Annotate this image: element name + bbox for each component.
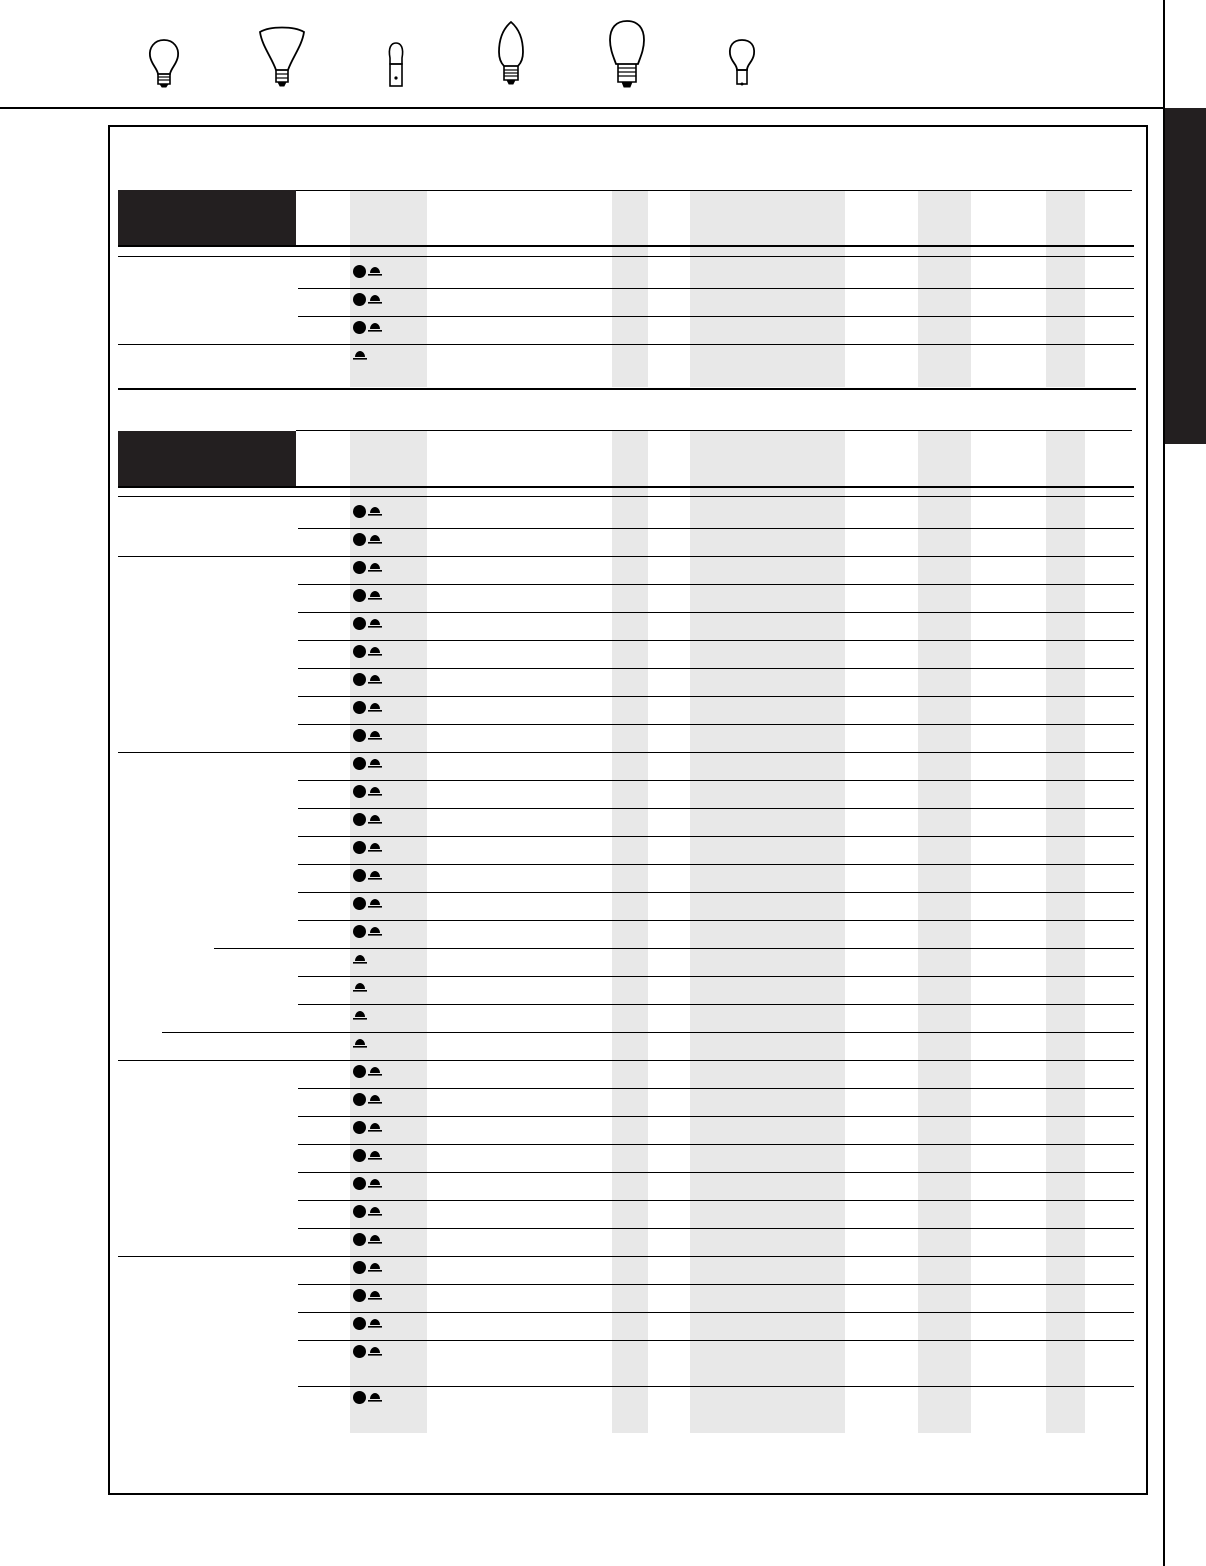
filled-circle-icon xyxy=(353,505,366,518)
lamp-icon xyxy=(368,870,382,880)
filled-circle-icon xyxy=(353,785,366,798)
row-marker xyxy=(353,1176,382,1190)
row-rule xyxy=(298,612,1134,613)
row-marker xyxy=(353,320,382,334)
table-2-header-bottom-rule xyxy=(118,486,1134,488)
lamp-icon xyxy=(368,1066,382,1076)
row-marker xyxy=(353,756,382,770)
row-rule xyxy=(298,1172,1134,1173)
lamp-icon xyxy=(368,618,382,628)
lamp-icon xyxy=(368,534,382,544)
filled-circle-icon xyxy=(353,757,366,770)
table-1-bottom-rule xyxy=(118,388,1136,390)
row-rule xyxy=(298,640,1134,641)
filled-circle-icon xyxy=(353,533,366,546)
lamp-icon xyxy=(368,674,382,684)
filled-circle-icon xyxy=(353,1289,366,1302)
side-section-tab xyxy=(1165,108,1206,444)
row-rule xyxy=(298,1312,1134,1313)
lamp-icon xyxy=(368,1318,382,1328)
lamp-icon xyxy=(368,1178,382,1188)
sign-bulb-icon xyxy=(606,18,648,92)
row-rule xyxy=(298,1386,1134,1387)
filled-circle-icon xyxy=(353,1177,366,1190)
lamp-icon xyxy=(368,1122,382,1132)
row-marker xyxy=(353,1390,382,1404)
globe-bayonet-bulb-icon xyxy=(725,18,759,90)
lamp-icon xyxy=(368,1392,382,1402)
tubular-bulb-icon xyxy=(384,18,408,90)
filled-circle-icon xyxy=(353,589,366,602)
table-2-header-top-rule xyxy=(296,430,1132,431)
group-rule xyxy=(118,1256,1134,1257)
lamp-icon xyxy=(368,814,382,824)
table-1-header-block xyxy=(118,190,296,246)
filled-circle-icon xyxy=(353,561,366,574)
filled-circle-icon xyxy=(353,1093,366,1106)
row-rule xyxy=(298,1228,1134,1229)
subgroup-rule xyxy=(214,948,1134,949)
row-marker xyxy=(353,952,367,966)
row-rule xyxy=(298,1200,1134,1201)
row-rule xyxy=(298,1004,1134,1005)
lamp-icon xyxy=(368,1346,382,1356)
shaded-column xyxy=(918,431,971,1433)
table-2-header-block xyxy=(118,431,296,487)
filled-circle-icon xyxy=(353,869,366,882)
row-rule xyxy=(298,668,1134,669)
row-marker xyxy=(353,1204,382,1218)
filled-circle-icon xyxy=(353,293,366,306)
group-rule xyxy=(118,1060,1134,1061)
filled-circle-icon xyxy=(353,701,366,714)
shaded-column xyxy=(918,191,971,387)
lamp-icon xyxy=(368,1150,382,1160)
filled-circle-icon xyxy=(353,1261,366,1274)
row-rule xyxy=(298,808,1134,809)
filled-circle-icon xyxy=(353,1345,366,1358)
row-marker xyxy=(353,292,382,306)
lamp-icon xyxy=(353,1038,367,1048)
group-rule xyxy=(118,256,1134,257)
lamp-icon xyxy=(368,758,382,768)
shaded-column xyxy=(690,431,845,1433)
row-marker xyxy=(353,840,382,854)
lamp-icon xyxy=(368,322,382,332)
shaded-column xyxy=(612,431,648,1433)
lamp-icon xyxy=(368,786,382,796)
lamp-icon xyxy=(368,1234,382,1244)
row-marker xyxy=(353,1148,382,1162)
lamp-icon xyxy=(368,506,382,516)
group-rule xyxy=(118,496,1134,497)
group-rule xyxy=(118,344,1134,345)
lamp-icon xyxy=(368,842,382,852)
row-marker xyxy=(353,1120,382,1134)
lamp-icon xyxy=(368,646,382,656)
filled-circle-icon xyxy=(353,265,366,278)
row-rule xyxy=(298,1144,1134,1145)
table-1-header-top-rule xyxy=(296,190,1132,191)
row-marker xyxy=(353,1344,382,1358)
filled-circle-icon xyxy=(353,673,366,686)
lamp-icon xyxy=(368,1206,382,1216)
row-marker xyxy=(353,1316,382,1330)
lamp-icon xyxy=(368,294,382,304)
table-1-header-bottom-rule xyxy=(118,245,1134,247)
filled-circle-icon xyxy=(353,1233,366,1246)
row-marker xyxy=(353,924,382,938)
reflector-bulb-icon xyxy=(256,18,308,90)
group-rule xyxy=(118,752,1134,753)
filled-circle-icon xyxy=(353,1317,366,1330)
row-marker xyxy=(353,1232,382,1246)
row-rule xyxy=(298,976,1134,977)
subgroup-rule xyxy=(162,1032,1134,1033)
flame-tip-bulb-icon xyxy=(494,18,528,90)
row-marker xyxy=(353,672,382,686)
row-marker xyxy=(353,1064,382,1078)
row-marker xyxy=(353,868,382,882)
row-rule xyxy=(298,1116,1134,1117)
filled-circle-icon xyxy=(353,813,366,826)
row-rule xyxy=(298,316,1134,317)
row-marker xyxy=(353,1288,382,1302)
row-rule xyxy=(298,288,1134,289)
shaded-column xyxy=(612,191,648,387)
row-rule xyxy=(298,1284,1134,1285)
lamp-icon xyxy=(368,562,382,572)
row-marker xyxy=(353,980,367,994)
filled-circle-icon xyxy=(353,897,366,910)
lamp-icon xyxy=(353,982,367,992)
filled-circle-icon xyxy=(353,1065,366,1078)
row-marker xyxy=(353,588,382,602)
row-marker xyxy=(353,700,382,714)
row-rule xyxy=(298,724,1134,725)
filled-circle-icon xyxy=(353,1205,366,1218)
row-rule xyxy=(298,920,1134,921)
row-marker xyxy=(353,264,382,278)
filled-circle-icon xyxy=(353,841,366,854)
filled-circle-icon xyxy=(353,1391,366,1404)
lamp-icon xyxy=(368,1262,382,1272)
lamp-icon xyxy=(353,954,367,964)
row-marker xyxy=(353,784,382,798)
row-marker xyxy=(353,1260,382,1274)
row-marker xyxy=(353,532,382,546)
lamp-icon xyxy=(353,350,367,360)
lamp-icon xyxy=(368,1094,382,1104)
row-marker xyxy=(353,560,382,574)
lamp-icon xyxy=(368,266,382,276)
lamp-icon xyxy=(353,1010,367,1020)
filled-circle-icon xyxy=(353,925,366,938)
row-marker xyxy=(353,812,382,826)
row-marker xyxy=(353,504,382,518)
row-marker xyxy=(353,616,382,630)
lamp-icon xyxy=(368,702,382,712)
row-rule xyxy=(298,696,1134,697)
row-marker xyxy=(353,728,382,742)
a-line-bulb-icon xyxy=(146,18,182,90)
row-rule xyxy=(298,892,1134,893)
filled-circle-icon xyxy=(353,645,366,658)
filled-circle-icon xyxy=(353,617,366,630)
row-marker xyxy=(353,1036,367,1050)
row-rule xyxy=(298,1340,1134,1341)
filled-circle-icon xyxy=(353,729,366,742)
row-marker xyxy=(353,1008,367,1022)
row-rule xyxy=(298,584,1134,585)
filled-circle-icon xyxy=(353,1149,366,1162)
lamp-icon xyxy=(368,1290,382,1300)
row-marker xyxy=(353,1092,382,1106)
lamp-icon xyxy=(368,730,382,740)
lamp-icon xyxy=(368,898,382,908)
lamp-icon xyxy=(368,590,382,600)
row-rule xyxy=(298,528,1134,529)
row-rule xyxy=(298,1088,1134,1089)
row-rule xyxy=(298,836,1134,837)
top-rule xyxy=(0,107,1165,109)
lamp-icon xyxy=(368,926,382,936)
row-marker xyxy=(353,644,382,658)
shaded-column xyxy=(690,191,845,387)
row-marker xyxy=(353,896,382,910)
shaded-column xyxy=(1046,431,1085,1433)
filled-circle-icon xyxy=(353,1121,366,1134)
filled-circle-icon xyxy=(353,321,366,334)
shaded-column xyxy=(1046,191,1085,387)
row-rule xyxy=(298,780,1134,781)
row-rule xyxy=(298,864,1134,865)
group-rule xyxy=(118,556,1134,557)
row-marker xyxy=(353,348,367,362)
